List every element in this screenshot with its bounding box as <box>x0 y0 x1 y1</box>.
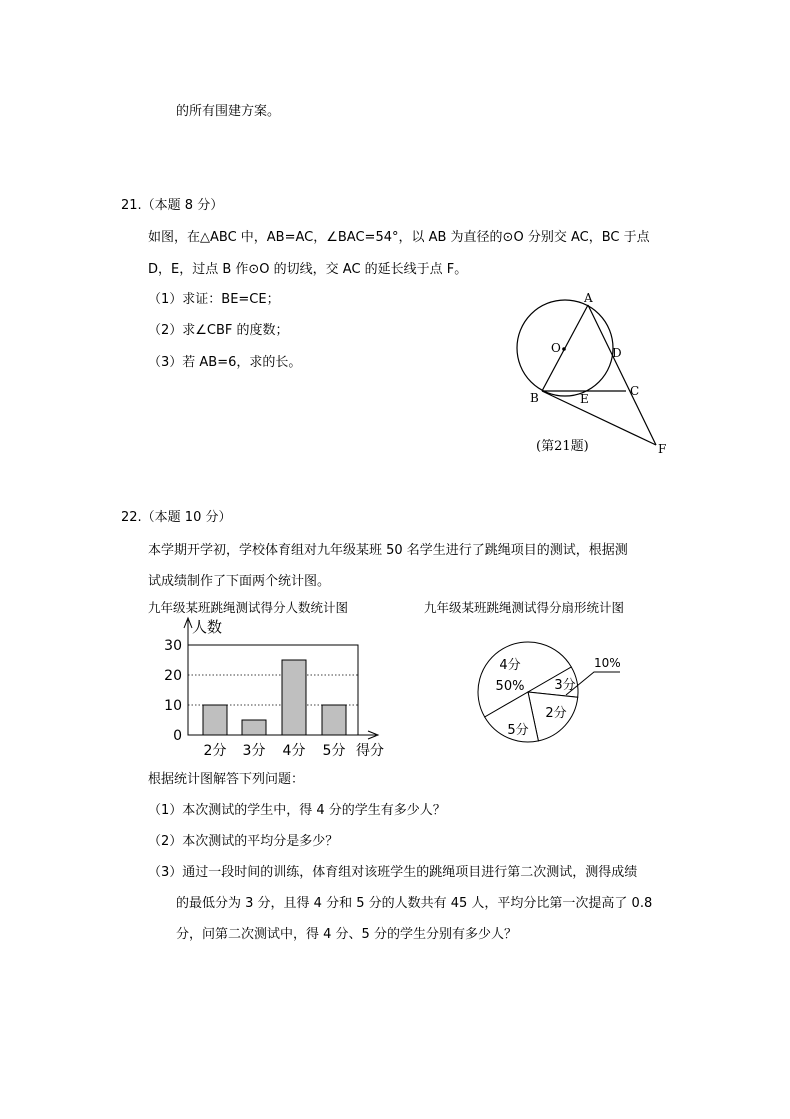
q21-stem-line1: 如图，在△ABC 中，AB=AC，∠BAC=54°，以 AB 为直径的⊙O 分别交 AC，BC 于点 <box>148 230 650 245</box>
pie-chart <box>470 640 640 750</box>
slice-label: 3分 <box>554 678 576 693</box>
segment-af <box>588 305 656 445</box>
q22-after-charts: 根据统计图解答下列问题： <box>148 772 305 787</box>
label-o: O <box>551 341 561 355</box>
y-tick-label: 10 <box>164 698 182 714</box>
y-axis-label: 人数 <box>192 618 223 636</box>
x-tick-label: 4分 <box>282 743 306 759</box>
q22-part-3-line2: 的最低分为 3 分，且得 4 分和 5 分的人数共有 45 人，平均分比第一次提高了 0.8 <box>176 896 653 911</box>
q21-geometry-figure <box>500 285 690 465</box>
slice-percent-label: 10% <box>594 656 621 670</box>
label-f: F <box>658 442 667 456</box>
q21-part-1: （1）求证：BE=CE； <box>148 292 280 307</box>
y-tick-label: 30 <box>164 638 182 654</box>
bar-chart <box>150 612 400 762</box>
slice-percent-label: 50% <box>495 679 525 694</box>
q21-header: 21.（本题 8 分） <box>121 198 224 213</box>
previous-question-tail: 的所有围建方案。 <box>176 104 281 119</box>
pie-chart-title: 九年级某班跳绳测试得分扇形统计图 <box>424 600 625 615</box>
slice-label: 2分 <box>545 706 567 721</box>
q22-part-3-line1: （3）通过一段时间的训练，体育组对该班学生的跳绳项目进行第二次测试，测得成绩 <box>148 865 638 880</box>
label-a: A <box>584 291 593 305</box>
bar <box>242 720 266 735</box>
label-d: D <box>612 346 622 360</box>
x-tick-label: 3分 <box>242 743 266 759</box>
q22-stem-line2: 试成绩制作了下面两个统计图。 <box>148 574 331 589</box>
center-point-o <box>562 347 566 351</box>
q21-stem-line2: D，E，过点 B 作⊙O 的切线，交 AC 的延长线于点 F。 <box>148 262 468 277</box>
label-b: B <box>530 391 539 405</box>
q22-part-2: （2）本次测试的平均分是多少？ <box>148 834 339 849</box>
bar <box>282 660 306 735</box>
bar-chart-title: 九年级某班跳绳测试得分人数统计图 <box>148 600 349 615</box>
bar <box>203 705 227 735</box>
y-tick-label: 20 <box>164 668 182 684</box>
q22-stem-line1: 本学期开学初，学校体育组对九年级某班 50 名学生进行了跳绳项目的测试，根据测 <box>148 543 628 558</box>
q22-header: 22.（本题 10 分） <box>121 510 232 525</box>
segment-bf <box>542 391 656 445</box>
q22-part-3-line3: 分，问第二次测试中，得 4 分、5 分的学生分别有多少人？ <box>176 927 517 942</box>
label-e: E <box>580 392 589 406</box>
figure-caption: (第21题) <box>536 439 589 454</box>
label-c: C <box>630 384 640 398</box>
x-tick-label: 5分 <box>322 743 346 759</box>
q21-part-3: （3）若 AB=6，求的长。 <box>148 355 302 370</box>
bar <box>322 705 346 735</box>
slice-label: 4分 <box>499 658 521 673</box>
y-tick-label: 0 <box>173 728 182 744</box>
q22-part-1: （1）本次测试的学生中，得 4 分的学生有多少人？ <box>148 803 446 818</box>
slice-label: 5分 <box>507 723 529 738</box>
q21-part-2: （2）求∠CBF 的度数； <box>148 323 289 338</box>
x-tick-label: 2分 <box>203 743 227 759</box>
x-axis-label: 得分 <box>356 743 384 759</box>
